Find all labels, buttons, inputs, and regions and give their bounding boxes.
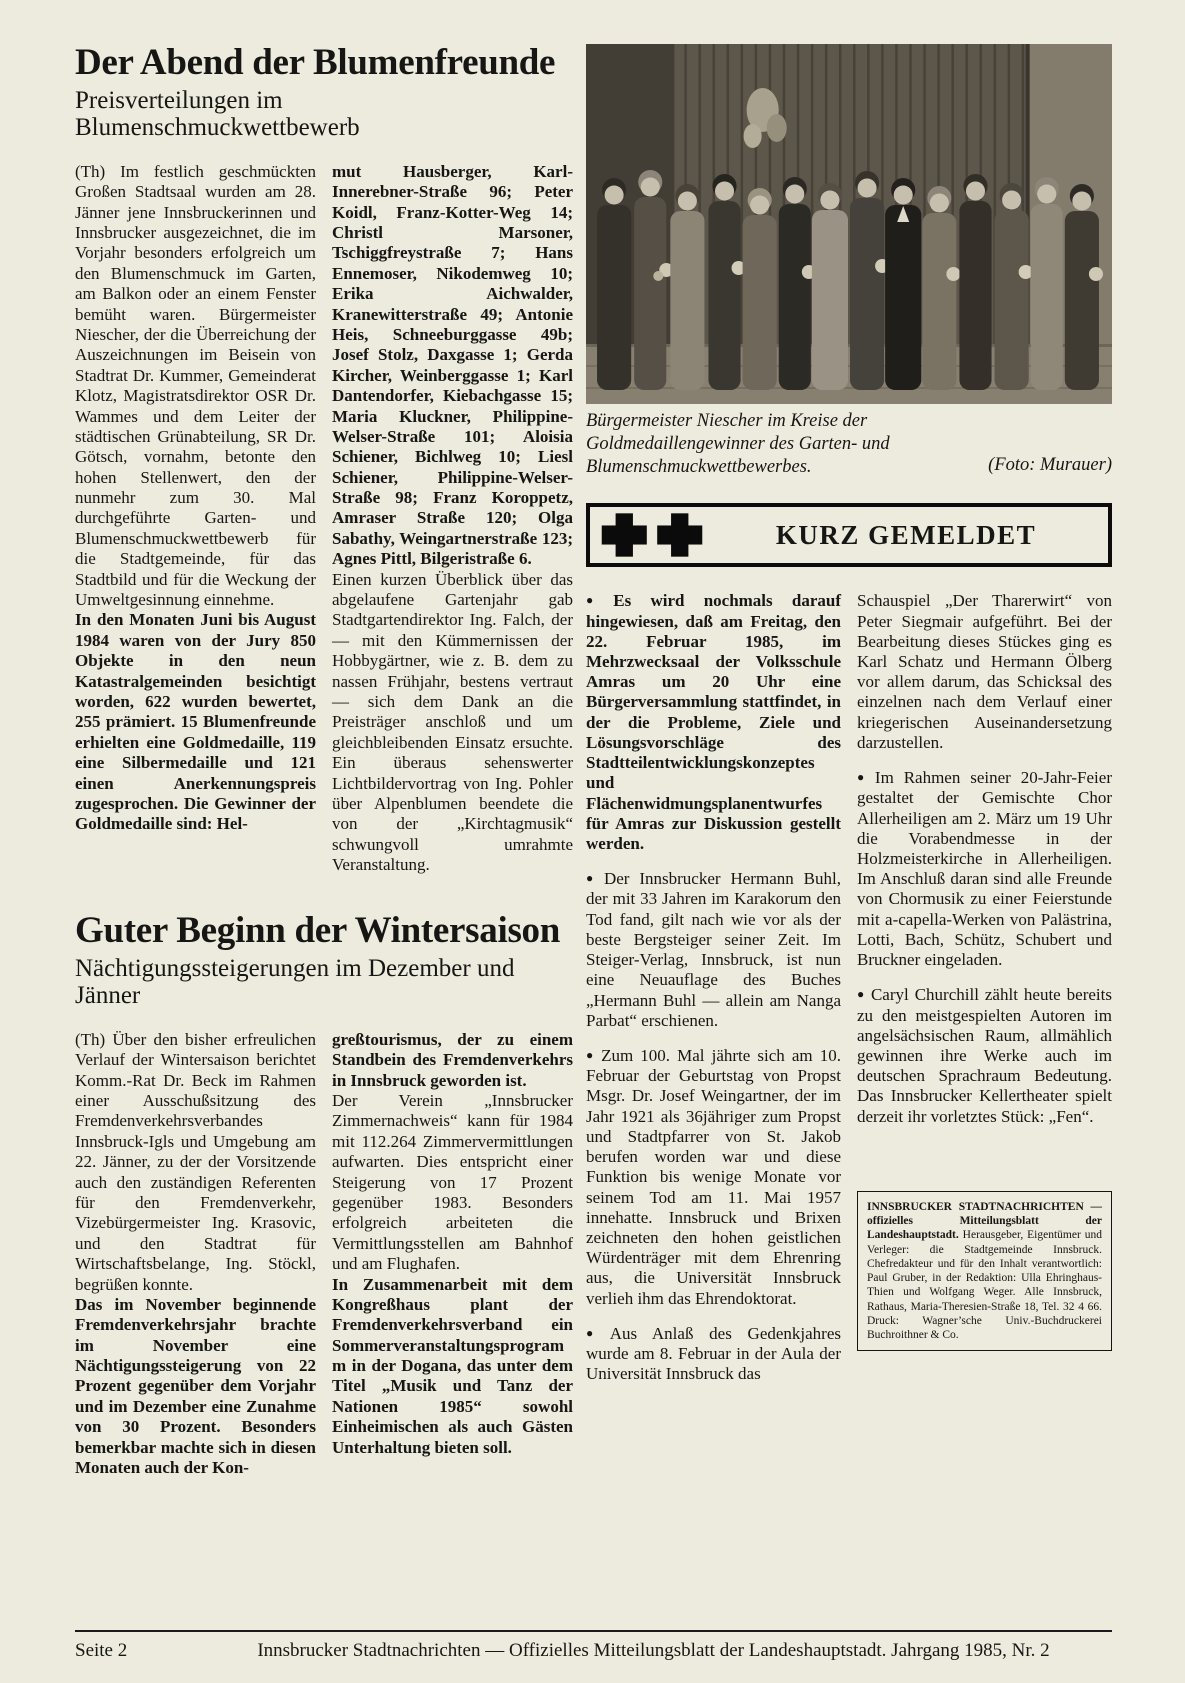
bullet-icon: ●: [586, 1325, 605, 1340]
paragraph: Einen kurzen Überblick über das abgelaufene Gartenjahr gab Stadtgartendirektor Ing. Falch, der — mit den Kümmernissen der Hobbygärtner, wie z. B. dem zu nassen Frühjahr, bestens vertraut — sich dem Dank an die Preisträger anschloß und um gleichbleibenden Einsatz ersuchte. Ein überaus sehenswerter Lichtbildervortrag von Ing. Pohler über Alpenblumen beendete die von der „Kirchtagmusik“ schwungvoll umrahmte Veranstaltung.: [332, 569, 573, 875]
article-blumenfreunde-col2: [332, 162, 573, 876]
bullet-icon: ●: [586, 593, 609, 608]
imprint-body: Herausgeber, Eigentümer und Verleger: die Stadtgemeinde Innsbruck. Chefredakteur und für den Inhalt verantwortlich: Paul Gruber, in der Redaktion: Ulla Ehringhaus-Thien und Wolfgang Weger. Alle Innsbruck, Rathaus, Maria-Theresien-Straße 18, Tel. 32 4 66. Druck: Wagner’sche Univ.-Buchdruckerei Buchroithner & Co.: [867, 1229, 1102, 1342]
news-item: [586, 869, 841, 1031]
imprint-box: [857, 1191, 1112, 1352]
imprint-lead: INNSBRUCKER STADTNACHRICHTEN — offizielles Mitteilungsblatt der Landeshauptstadt.: [867, 1200, 1102, 1242]
paragraph: (Th) Über den bisher erfreulichen Verlauf der Wintersaison berichtet Komm.-Rat Dr. Beck im Rahmen einer Ausschußsitzung des Fremdenverkehrsverbandes Innsbruck-Igls und Umgebung am 22. Jänner, zu der der Vorsitzende auch den zuständigen Referenten für den Fremdenverkehr, Vizebürgermeister Ing. Krasovic, und den Stadtrat für Wirtschaftsbelange, Ing. Stöckl, begrüßen konnte.: [75, 1029, 316, 1294]
article-blumenfreunde: [75, 44, 573, 876]
article-blumenfreunde-subtitle: Preisverteilungen im Blumenschmuckwettbewerb: [75, 86, 360, 142]
page-footer: [75, 1630, 1112, 1662]
article-wintersaison-subtitle: Nächtigungssteigerungen im Dezember und Jänner: [75, 954, 515, 1010]
photo-caption-text: Bürgermeister Niescher im Kreise der Goldmedaillengewinner des Garten- und Blumenschmuckwettbewerbes.: [586, 411, 890, 478]
kurz-gemeldet-logo-icon: [600, 511, 704, 559]
paragraph-bold: greßtourismus, der zu einem Standbein des Fremdenverkehrs in Innsbruck geworden ist.: [332, 1029, 573, 1090]
news-item-continuation: Schauspiel „Der Tharerwirt“ von Peter Siegmair aufgeführt. Bei der Bearbeitung dieses Stückes ging es Karl Schatz und Hermann Ölberg vor allem darum, das Schicksal des einzelnen nach dem Verlauf einer kriegerischen Auseinandersetzung darzustellen.: [857, 591, 1112, 752]
kurz-gemeldet-title: KURZ GEMELDET: [775, 519, 1037, 550]
news-item: [586, 591, 841, 854]
paragraph-bold: Das im November beginnende Fremdenverkehrsjahr brachte im November eine Nächtigungssteigerung von 22 Prozent gegenüber dem Vorjahr und im Dezember eine Zunahme von 30 Prozent. Besonders bemerkbar machte sich in diesen Monaten auch der Kon-: [75, 1294, 316, 1478]
paragraph-bold: In den Monaten Juni bis August 1984 waren von der Jury 850 Objekte in den neun Katastralgemeinden besichtigt worden, 622 wurden bewertet, 255 prämiert. 15 Blumenfreunde erhielten eine Goldmedaille, 119 eine Silbermedaille und 121 einen Anerkennungspreis zugesprochen. Die Gewinner der Goldmedaille sind: Hel-: [75, 610, 316, 834]
news-item-text: Im Rahmen seiner 20-Jahr-Feier gestaltet der Gemischte Chor Allerheiligen am 2. März um 19 Uhr die Vorabendmesse in der Holzmeisterkirche in Allerheiligen. Im Anschluß daran sind alle Freunde von Chormusik zu einer Feierstunde mit a-capella-Werken von Palästrina, Lotti, Bach, Schütz, Schubert und Bruckner eingeladen.: [857, 768, 1112, 970]
news-item: [857, 768, 1112, 970]
bullet-icon: ●: [586, 1047, 597, 1062]
article-wintersaison: [75, 912, 573, 1478]
bullet-icon: ●: [857, 770, 870, 785]
news-item-text: Der Innsbrucker Hermann Buhl, der mit 33 Jahren im Karakorum den Tod fand, gilt nach wie vor als der beste Bergsteiger seiner Zeit. Im Steiger-Verlag, Innsbruck, ist nun eine Neuauflage des Buches „Hermann Buhl — allein am Nanga Parbat“ erschienen.: [586, 869, 841, 1030]
article-wintersaison-col2: [332, 1030, 573, 1479]
news-item-text: Es wird nochmals darauf hingewiesen, daß am Freitag, den 22. Februar 1985, im Mehrzwecksaal der Volksschule Amras um 20 Uhr eine Bürgerversammlung stattfindet, in der die Probleme, Ziele und Lösungsvorschläge des Stadtteilentwicklungskonzeptes und Flächenwidmungsplanentwurfes für Amras zur Diskussion gestellt werden.: [586, 591, 842, 853]
paragraph-bold: mut Hausberger, Karl-Innerebner-Straße 96; Peter Koidl, Franz-Kotter-Weg 14; Christl Marsoner, Tschiggfreystraße 7; Hans Ennemoser, Nikodemweg 10; Erika Aichwalder, Kranewitterstraße 49; Antonie Heis, Schneeburggasse 49b; Josef Stolz, Daxgasse 1; Gerda Kircher, Weinberggasse 1; Karl Dantendorfer, Kiebachgasse 15; Maria Kluckner, Philippine-Welser-Straße 101; Aloisia Schiener, Bichlweg 10; Liesl Schiener, Philippine-Welser-Straße 98; Franz Koroppetz, Amraser Straße 120; Olga Sabathy, Weingartnerstraße 123; Agnes Pittl, Bilgeristraße 6.: [332, 161, 573, 569]
article-blumenfreunde-title: Der Abend der Blumenfreunde: [75, 42, 556, 83]
kurz-gemeldet-news: [586, 591, 1112, 1399]
right-column-block: [586, 44, 1112, 1399]
kurz-col1: [586, 591, 841, 1399]
photo-caption: [586, 410, 1112, 479]
photo-credit: (Foto: Murauer): [988, 455, 1112, 476]
news-item-text: Zum 100. Mal jährte sich am 10. Februar der Geburtstag von Propst Msgr. Dr. Josef Weingartner, der im Jahr 1921 als 36jähriger zum Propst und Stadtpfarrer von St. Jakob berufen worden war und diese Funktion bis wenige Monate vor seinem Tod am 11. Mai 1957 innehatte. Innsbruck und Brixen zeichneten den hohen geistlichen Würdenträger mit dem Ehrenring aus, die Universität Innsbruck verlieh ihm das Ehrendoktorat.: [586, 1045, 841, 1308]
news-item: [586, 1324, 841, 1385]
news-item-text: Caryl Churchill zählt heute bereits zu den meistgespielten Autoren im angelsächsischen Raum, allmählich gewinnen ihre Werke auch im deutschen Sprachraum Bedeutung. Das Innsbrucker Kellertheater spielt derzeit ihr vorletztes Stück: „Fen“.: [857, 985, 1112, 1126]
news-item: [857, 985, 1112, 1127]
article-wintersaison-title: Guter Beginn der Wintersaison: [75, 910, 561, 951]
kurz-col2: [857, 591, 1112, 1399]
article-blumenfreunde-col1: [75, 162, 316, 876]
bullet-icon: ●: [586, 871, 599, 886]
award-ceremony-photo-illustration: [586, 44, 1112, 404]
kurz-gemeldet-header: [586, 503, 1112, 567]
bullet-icon: ●: [857, 987, 866, 1002]
footer-line: Innsbrucker Stadtnachrichten — Offizielles Mitteilungsblatt der Landeshauptstadt. Jahrgang 1985, Nr. 2: [257, 1640, 1050, 1661]
news-item-text: Aus Anlaß des Gedenkjahres wurde am 8. Februar in der Aula der Universität Innsbruck das: [586, 1323, 841, 1384]
paragraph: (Th) Im festlich geschmückten Großen Stadtsaal wurden am 28. Jänner jene Innsbruckerinnen und Innsbrucker ausgezeichnet, die im Vorjahr besonders erfolgreich um den Blumenschmuck im Garten, am Balkon oder an einem Fenster bemüht waren. Bürgermeister Niescher, der die Überreichung der Auszeichnungen im Beisein von Stadtrat Dr. Kummer, Gemeinderat Klotz, Magistratsdirektor OSR Dr. Wammes und dem Leiter der städtischen Grünabteilung, SR Dr. Götsch, vornahm, betonte den hohen Stellenwert, den der nunmehr zum 30. Mal durchgeführte Garten- und Blumenschmuckwettbewerb für die Stadtgemeinde, für das Stadtbild und für die Weckung der Umweltgesinnung einnehme.: [75, 161, 316, 610]
award-ceremony-photo: [586, 44, 1112, 404]
paragraph: Der Verein „Innsbrucker Zimmernachweis“ kann für 1984 mit 112.264 Zimmervermittlungen aufwarten. Dies entspricht einer Steigerung von 17 Prozent gegenüber 1983. Besonders erfolgreich arbeiteten die Vermittlungsstellen am Bahnhof und am Flughafen.: [332, 1091, 573, 1274]
news-item: [586, 1046, 841, 1309]
paragraph-bold: In Zusammenarbeit mit dem Kongreßhaus plant der Fremdenverkehrsverband ein Sommerveranstaltungsprogramm in der Dogana, das unter dem Titel „Musik und Tanz der Nationen 1985“ sowohl Einheimischen als auch Gästen Unterhaltung bieten soll.: [332, 1274, 573, 1457]
page-number: Seite 2: [75, 1640, 128, 1661]
article-wintersaison-col1: [75, 1030, 316, 1479]
